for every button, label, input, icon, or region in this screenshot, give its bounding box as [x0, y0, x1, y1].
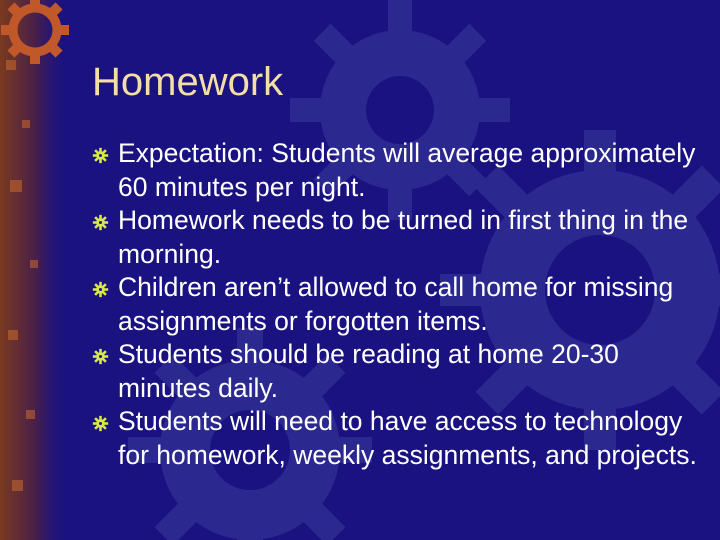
gear-bullet-icon — [92, 214, 109, 231]
bullet-item — [82, 204, 710, 271]
gear-bullet-icon — [92, 415, 109, 432]
bullet-text: Students will need to have access to technology for homework, weekly assignments, and projects. — [118, 406, 697, 470]
bullet-item — [82, 405, 710, 472]
bullet-list — [82, 137, 710, 472]
bullet-text: Children aren’t allowed to call home for missing assignments or forgotten items. — [118, 272, 674, 336]
bullet-text: Students should be reading at home 20-30 minutes daily. — [118, 339, 619, 403]
slide-title: Homework — [92, 60, 284, 104]
bullet-item — [82, 338, 710, 405]
left-strip — [0, 0, 70, 540]
gear-bullet-icon — [92, 147, 109, 164]
bullet-item — [82, 271, 710, 338]
bullet-item — [82, 137, 710, 204]
gear-bullet-icon — [92, 281, 109, 298]
bullet-text: Expectation: Students will average approximately 60 minutes per night. — [118, 138, 696, 202]
gear-bullet-icon — [92, 348, 109, 365]
bullet-text: Homework needs to be turned in first thing in the morning. — [118, 205, 689, 269]
